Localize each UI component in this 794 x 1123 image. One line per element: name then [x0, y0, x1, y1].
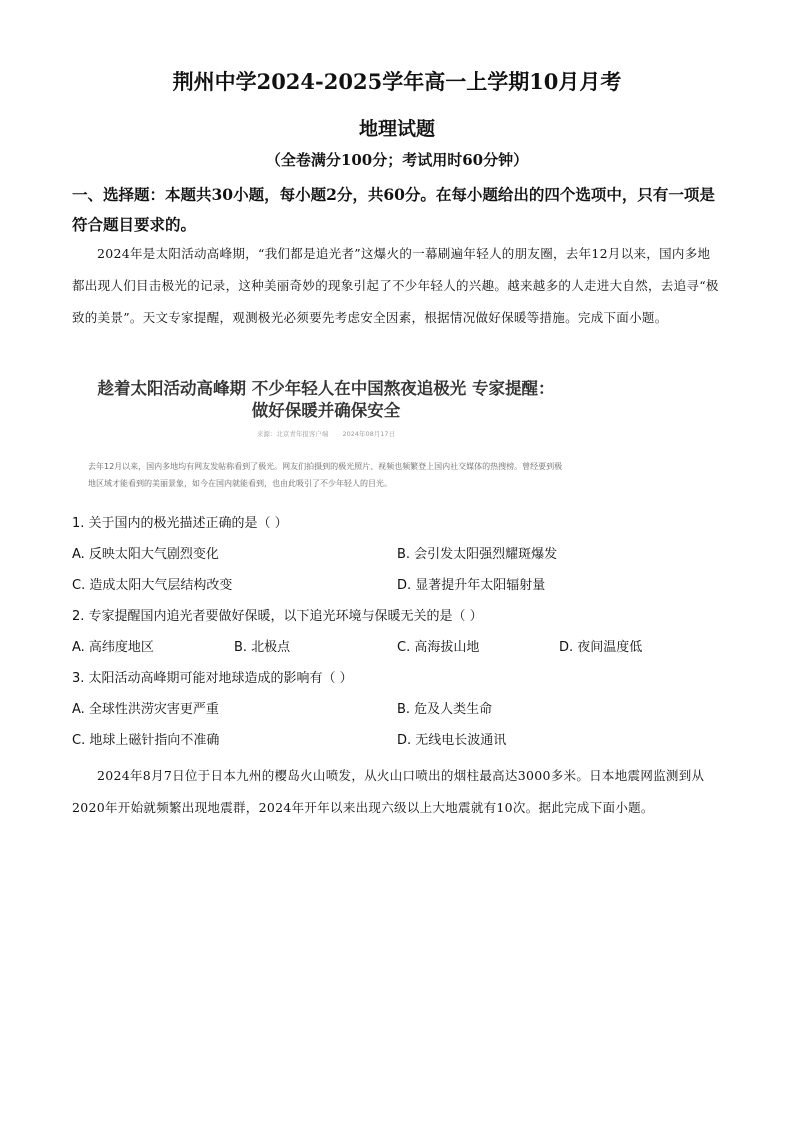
- news-body: 去年12月以来，国内多地均有网友发帖称看到了极光。网友们拍摄到的极光照片、视频也频繁登上国内社交媒体的热搜榜。曾经要到极地区域才能看到的美丽景象，如今在国内就能看到，也由此吸引了不少年轻人的目光。: [88, 462, 563, 488]
- question-1-option-a: A. 反映太阳大气剧烈变化: [72, 547, 219, 562]
- news-date: 2024年08月17日: [342, 430, 396, 438]
- question-3-option-c: C. 地球上磁针指向不准确: [72, 733, 220, 748]
- question-1-stem: 1. 关于国内的极光描述正确的是（ ）: [72, 516, 288, 531]
- question-3-option-a: A. 全球性洪涝灾害更严重: [72, 702, 219, 717]
- question-2-option-a: A. 高纬度地区: [72, 640, 154, 655]
- exam-note: （全卷满分100分；考试用时60分钟）: [265, 151, 529, 169]
- news-clipping-image: [86, 372, 566, 494]
- news-source: 来源：北京青年报客户端: [256, 430, 329, 438]
- subject-title: 地理试题: [358, 118, 435, 140]
- exam-title: 荆州中学2024-2025学年高一上学期10月月考: [172, 69, 622, 94]
- news-headline: 趁着太阳活动高峰期 不少年轻人在中国熬夜追极光 专家提醒：: [97, 379, 555, 398]
- question-3-option-d: D. 无线电长波通讯: [397, 733, 507, 748]
- question-2-option-d: D. 夜间温度低: [559, 640, 643, 655]
- section-heading: 一、选择题：本题共30小题，每小题2分，共60分。在每小题给出的四个选项中，只有一项是符合题目要求的。: [72, 185, 715, 234]
- question-1-option-d: D. 显著提升年太阳辐射量: [397, 578, 546, 593]
- passage-aurora: 2024年是太阳活动高峰期，“我们都是追光者”这爆火的一幕刷遍年轻人的朋友圈，去年12月以来，国内多地都出现人们目击极光的记录，这种美丽奇妙的现象引起了不少年轻人的兴趣。越来越多的人走进大自然，去追寻“极致的美景”。天文专家提醒，观测极光必须要先考虑安全因素，根据情况做好保暖等措施。完成下面小题。: [72, 246, 719, 325]
- news-headline-2: 做好保暖并确保安全: [251, 401, 401, 420]
- question-3-stem: 3. 太阳活动高峰期可能对地球造成的影响有（ ）: [72, 671, 353, 686]
- question-2-option-c: C. 高海拔山地: [397, 640, 480, 655]
- passage-volcano: 2024年8月7日位于日本九州的樱岛火山喷发，从火山口喷出的烟柱最高达3000多米。日本地震网监测到从2020年开始就频繁出现地震群，2024年开年以来出现六级以上大地震就有10次。据此完成下面小题。: [72, 768, 705, 815]
- question-3-option-b: B. 危及人类生命: [397, 702, 493, 717]
- question-2-option-b: B. 北极点: [234, 640, 291, 655]
- news-meta: [86, 429, 566, 438]
- question-1-option-b: B. 会引发太阳强烈耀斑爆发: [397, 547, 558, 562]
- question-1-option-c: C. 造成太阳大气层结构改变: [72, 578, 233, 593]
- question-2-stem: 2. 专家提醒国内追光者要做好保暖，以下追光环境与保暖无关的是（ ）: [72, 609, 483, 624]
